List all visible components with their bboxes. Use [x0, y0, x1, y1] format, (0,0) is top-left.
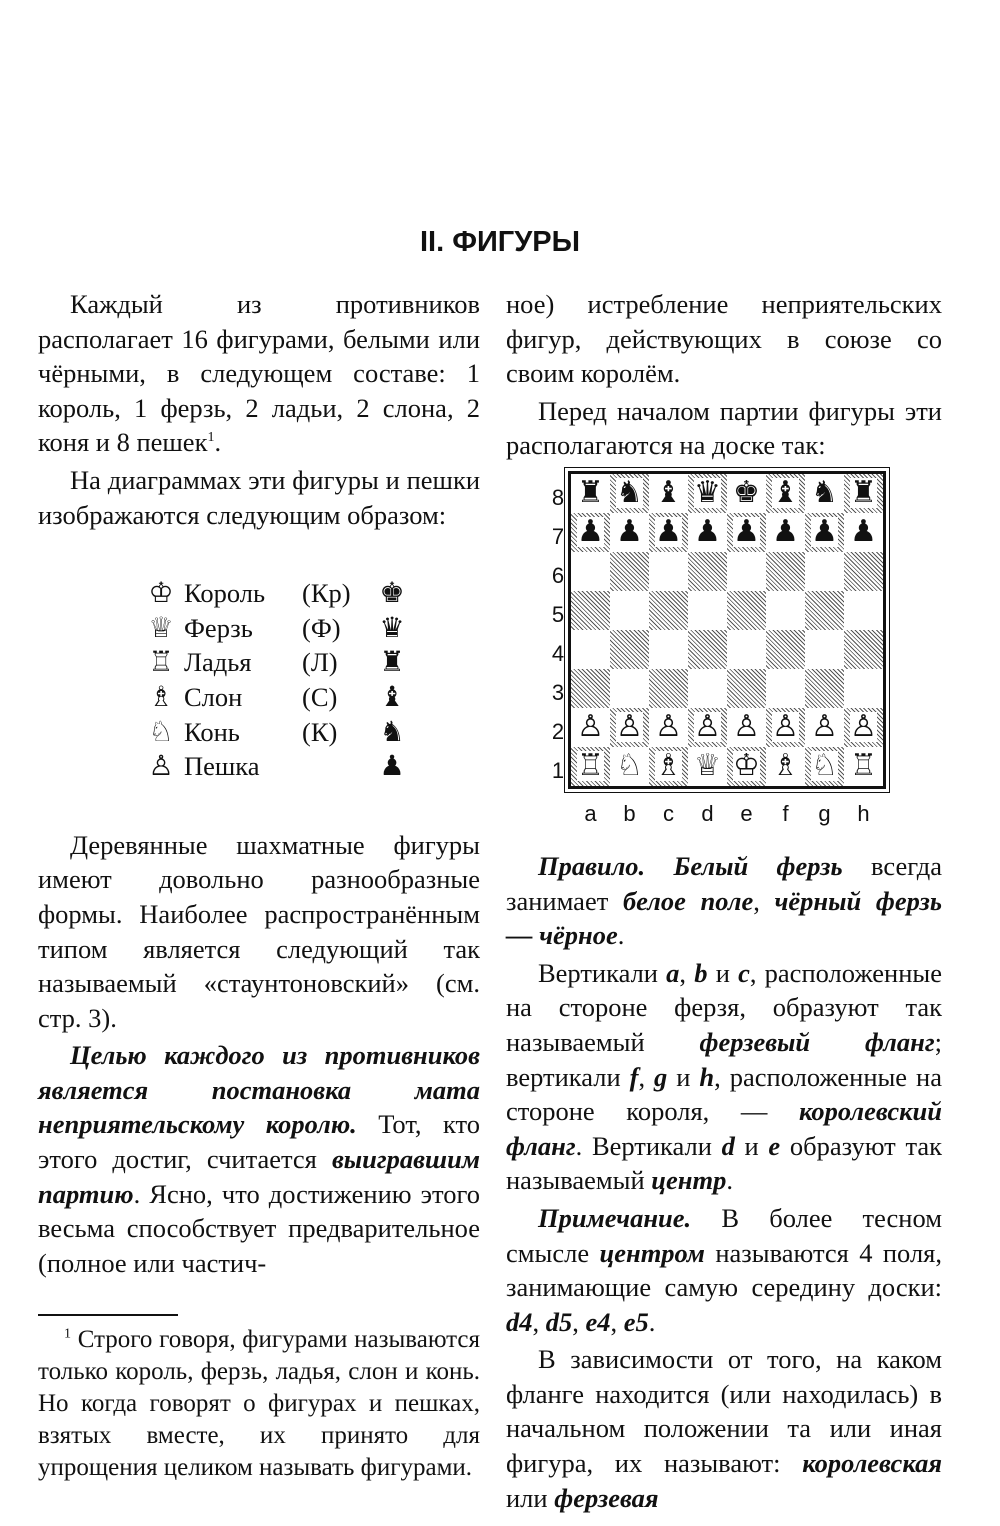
- white-knight-icon: ♘: [148, 714, 174, 748]
- square-a4: [571, 630, 610, 669]
- file-label: d: [701, 800, 714, 826]
- rank-label: 3: [551, 679, 565, 705]
- right-column: [506, 287, 942, 1515]
- paragraph: [506, 1201, 942, 1339]
- square-d3: [688, 669, 727, 708]
- paragraph-text: и: [707, 957, 739, 988]
- paragraph-text: ,: [572, 1306, 586, 1337]
- emphasis: ферзевый фланг: [699, 1026, 935, 1057]
- legend-name: Конь: [184, 716, 240, 747]
- legend-row-bishop: [138, 680, 480, 715]
- chess-piece-icon: ♙: [850, 709, 877, 745]
- chess-piece-icon: ♝: [772, 475, 799, 511]
- chess-piece-icon: ♖: [577, 748, 604, 784]
- legend-name: Ладья: [184, 647, 252, 678]
- emphasis: Целью каждого из противников является постановка мата неприятельскому королю.: [38, 1040, 480, 1140]
- chess-piece-icon: ♙: [811, 709, 838, 745]
- black-queen-icon: ♛: [379, 610, 405, 644]
- square-c2: [649, 708, 688, 747]
- legend-abbr: (Кр): [302, 578, 351, 609]
- paragraph-text: ,: [679, 957, 695, 988]
- footnote: [38, 1324, 480, 1484]
- rank-label: 5: [551, 601, 565, 627]
- emphasis: центр: [651, 1165, 727, 1196]
- emphasis: ферзевая: [554, 1482, 659, 1513]
- square-e1: [727, 747, 766, 786]
- square-c8: [649, 474, 688, 513]
- legend-row-pawn: [138, 749, 480, 784]
- paragraph-text: .: [214, 427, 222, 458]
- paragraph: [38, 1038, 480, 1280]
- emphasis: e: [768, 1130, 781, 1161]
- square-d8: [688, 474, 727, 513]
- paragraph-text: ,: [610, 1306, 624, 1337]
- paragraph-text: всегда занимает: [506, 850, 942, 916]
- chapter-title: II. ФИГУРЫ: [419, 226, 581, 258]
- paragraph-text: ,: [638, 1061, 655, 1092]
- square-h5: [844, 591, 883, 630]
- white-king-icon: ♔: [148, 576, 174, 610]
- square-f7: [766, 513, 805, 552]
- paragraph-text: В более тесном смысле: [506, 1202, 942, 1268]
- file-label: b: [623, 800, 636, 826]
- legend-row-queen: [138, 611, 480, 646]
- square-c1: [649, 747, 688, 786]
- file-label: a: [584, 800, 597, 826]
- chess-piece-icon: ♟: [616, 514, 643, 550]
- square-b1: [610, 747, 649, 786]
- chess-piece-icon: ♟: [577, 514, 604, 550]
- square-f5: [766, 591, 805, 630]
- emphasis: d4: [506, 1306, 533, 1337]
- rule-label: Правило.: [538, 850, 646, 881]
- square-b5: [610, 591, 649, 630]
- chess-piece-icon: ♘: [811, 748, 838, 784]
- square-e2: [727, 708, 766, 747]
- square-b4: [610, 630, 649, 669]
- paragraph-text: ,: [753, 885, 775, 916]
- emphasis: d: [721, 1130, 735, 1161]
- legend-name: Ферзь: [184, 612, 253, 643]
- emphasis: белое поле: [622, 885, 754, 916]
- chess-piece-icon: ♞: [811, 475, 838, 511]
- square-e8: [727, 474, 766, 513]
- paragraph: [506, 956, 942, 1198]
- emphasis: g: [654, 1061, 668, 1092]
- legend-abbr: (К): [302, 716, 338, 747]
- chess-piece-icon: ♘: [616, 748, 643, 784]
- square-a1: [571, 747, 610, 786]
- square-b8: [610, 474, 649, 513]
- black-bishop-icon: ♝: [379, 679, 405, 713]
- square-g5: [805, 591, 844, 630]
- file-label: f: [782, 800, 789, 826]
- square-e3: [727, 669, 766, 708]
- emphasis: d5: [545, 1306, 573, 1337]
- square-g2: [805, 708, 844, 747]
- legend-row-king: [138, 576, 480, 611]
- square-d6: [688, 552, 727, 591]
- square-b6: [610, 552, 649, 591]
- emphasis: чёрный ферзь — чёрное: [506, 885, 942, 951]
- square-h3: [844, 669, 883, 708]
- emphasis: королевская: [802, 1448, 942, 1479]
- chess-piece-icon: ♛: [694, 475, 721, 511]
- square-h1: [844, 747, 883, 786]
- rank-label: 6: [551, 562, 565, 588]
- chess-piece-icon: ♜: [850, 475, 877, 511]
- chess-piece-icon: ♟: [850, 514, 877, 550]
- emphasis: e5: [623, 1306, 649, 1337]
- chess-piece-icon: ♞: [616, 475, 643, 511]
- chess-piece-icon: ♙: [577, 709, 604, 745]
- square-e5: [727, 591, 766, 630]
- legend-row-rook: [138, 645, 480, 680]
- paragraph-text: и: [734, 1130, 769, 1161]
- emphasis: Примечание.: [538, 1202, 692, 1233]
- file-label: e: [740, 800, 753, 826]
- chess-piece-icon: ♙: [655, 709, 682, 745]
- rank-label: 2: [551, 718, 565, 744]
- paragraph: Перед началом партии фигуры эти располагаются на доске так:: [506, 395, 942, 461]
- square-e6: [727, 552, 766, 591]
- square-f1: [766, 747, 805, 786]
- paragraph-text: .: [617, 920, 625, 951]
- square-d1: [688, 747, 727, 786]
- legend-name: Пешка: [184, 751, 260, 782]
- chess-piece-icon: ♔: [733, 748, 760, 784]
- legend-abbr: (С): [302, 681, 338, 712]
- square-h6: [844, 552, 883, 591]
- paragraph-text: Каждый из противников располагает 16 фигурами, белыми или чёрными, в следующем составе: 1 король, 1 ферзь, 2 ладьи, 2 слона, 2 коня и 8 пешек: [38, 289, 480, 458]
- paragraph-text: . Вертикали: [575, 1130, 722, 1161]
- square-a6: [571, 552, 610, 591]
- chess-diagram: [506, 469, 942, 849]
- emphasis: a: [666, 957, 680, 988]
- chess-piece-icon: ♟: [772, 514, 799, 550]
- chess-piece-icon: ♚: [733, 475, 760, 511]
- square-g8: [805, 474, 844, 513]
- paragraph-text: Тот, кто этого достиг, считается: [38, 1109, 480, 1175]
- square-b7: [610, 513, 649, 552]
- white-bishop-icon: ♗: [148, 679, 174, 713]
- paragraph-text: . Ясно, что достижению этого весьма способствует предварительное (полное или частич-: [38, 1178, 480, 1278]
- square-e7: [727, 513, 766, 552]
- rank-label: 4: [551, 640, 565, 666]
- white-queen-icon: ♕: [148, 610, 174, 644]
- square-c4: [649, 630, 688, 669]
- file-label: c: [663, 800, 674, 826]
- emphasis: b: [694, 957, 708, 988]
- paragraph: ное) истребление неприятельских фигур, действующих в союзе со своим королём.: [506, 289, 942, 389]
- emphasis: центром: [599, 1237, 705, 1268]
- legend-name: Король: [184, 578, 266, 609]
- rank-label: 8: [551, 484, 565, 510]
- square-f3: [766, 669, 805, 708]
- square-g4: [805, 630, 844, 669]
- square-a5: [571, 591, 610, 630]
- paragraph-text: образуют так называемый: [506, 1130, 942, 1196]
- square-h2: [844, 708, 883, 747]
- legend-abbr: (Ф): [302, 612, 341, 643]
- file-label: g: [818, 800, 831, 826]
- chess-piece-icon: ♟: [655, 514, 682, 550]
- legend-name: Слон: [184, 681, 243, 712]
- chess-piece-icon: ♜: [577, 475, 604, 511]
- paragraph: [506, 849, 942, 953]
- emphasis: e4: [585, 1306, 611, 1337]
- square-g6: [805, 552, 844, 591]
- square-c5: [649, 591, 688, 630]
- square-d4: [688, 630, 727, 669]
- paragraph: Деревянные шахматные фигуры имеют довольно разнообразные формы. Наиболее распространённым типом является следующий так называемый «стаунтоновский» (см. стр. 3).: [38, 829, 480, 1033]
- chess-piece-icon: ♕: [694, 748, 721, 784]
- square-f8: [766, 474, 805, 513]
- paragraph: [38, 287, 480, 460]
- square-e4: [727, 630, 766, 669]
- paragraph-text: Вертикали: [538, 957, 667, 988]
- chess-piece-icon: ♗: [772, 748, 799, 784]
- square-b3: [610, 669, 649, 708]
- square-a8: [571, 474, 610, 513]
- square-a7: [571, 513, 610, 552]
- paragraph-text: .: [726, 1165, 733, 1196]
- footnote-ref[interactable]: 1: [207, 430, 215, 446]
- square-f4: [766, 630, 805, 669]
- square-g7: [805, 513, 844, 552]
- paragraph-text: В зависимости от того, на каком фланге находится (или находилась) в начальном положении та или иная фигура, их называют:: [506, 1344, 942, 1479]
- paragraph-text: , расположенные на стороне короля, —: [506, 1061, 942, 1127]
- square-c3: [649, 669, 688, 708]
- chess-piece-icon: ♙: [694, 709, 721, 745]
- legend-row-knight: [138, 715, 480, 750]
- paragraph-text: ; вертикали: [506, 1026, 942, 1092]
- chess-piece-icon: ♖: [850, 748, 877, 784]
- legend-abbr: (Л): [302, 647, 338, 678]
- footnote-number: 1: [64, 1327, 71, 1343]
- rank-label: 1: [551, 757, 565, 783]
- black-knight-icon: ♞: [379, 714, 405, 748]
- paragraph: На диаграммах эти фигуры и пешки изображаются следующим образом:: [38, 464, 480, 530]
- square-a2: [571, 708, 610, 747]
- chess-piece-icon: ♗: [655, 748, 682, 784]
- square-f2: [766, 708, 805, 747]
- chess-piece-icon: ♙: [733, 709, 760, 745]
- white-pawn-icon: ♙: [148, 749, 174, 783]
- square-c6: [649, 552, 688, 591]
- square-b2: [610, 708, 649, 747]
- paragraph-text: , расположенные на стороне ферзя, образуют так называемый: [506, 957, 942, 1057]
- black-pawn-icon: ♟: [379, 749, 405, 783]
- paragraph-text: называются 4 поля, занимающие самую середину доски:: [506, 1237, 942, 1303]
- paragraph-text: или: [506, 1482, 555, 1513]
- black-king-icon: ♚: [379, 576, 405, 610]
- square-c7: [649, 513, 688, 552]
- square-h8: [844, 474, 883, 513]
- emphasis: c: [738, 957, 750, 988]
- paragraph-text: .: [648, 1306, 656, 1337]
- left-column: [38, 287, 480, 1484]
- paragraph: [506, 1342, 942, 1515]
- chess-piece-icon: ♙: [616, 709, 643, 745]
- square-g1: [805, 747, 844, 786]
- chess-piece-icon: ♟: [733, 514, 760, 550]
- emphasis: королевский фланг: [506, 1096, 942, 1161]
- emphasis: f: [629, 1061, 639, 1092]
- square-d7: [688, 513, 727, 552]
- square-f6: [766, 552, 805, 591]
- chess-board: [568, 471, 886, 789]
- chess-piece-icon: ♟: [694, 514, 721, 550]
- black-rook-icon: ♜: [379, 645, 405, 679]
- file-label: h: [857, 800, 870, 826]
- footnote-divider: [38, 1314, 178, 1316]
- emphasis: выигравшим партию: [38, 1144, 480, 1209]
- square-d5: [688, 591, 727, 630]
- chess-piece-icon: ♝: [655, 475, 682, 511]
- footnote-text: Строго говоря, фигурами называются только король, ферзь, ладья, слон и конь. Но когда говорят о фигурах и пешках, взятых вместе, их принято для упрощения целиком называть фигурами.: [38, 1326, 480, 1482]
- square-g3: [805, 669, 844, 708]
- white-rook-icon: ♖: [148, 645, 174, 679]
- paragraph-text: ,: [532, 1306, 546, 1337]
- chess-piece-icon: ♙: [772, 709, 799, 745]
- square-a3: [571, 669, 610, 708]
- chess-piece-icon: ♟: [811, 514, 838, 550]
- emphasis: Белый ферзь: [673, 850, 843, 881]
- paragraph-text: и: [667, 1061, 700, 1092]
- square-h4: [844, 630, 883, 669]
- square-h7: [844, 513, 883, 552]
- rank-label: 7: [551, 523, 565, 549]
- emphasis: h: [699, 1061, 715, 1092]
- piece-legend: [138, 576, 480, 784]
- square-d2: [688, 708, 727, 747]
